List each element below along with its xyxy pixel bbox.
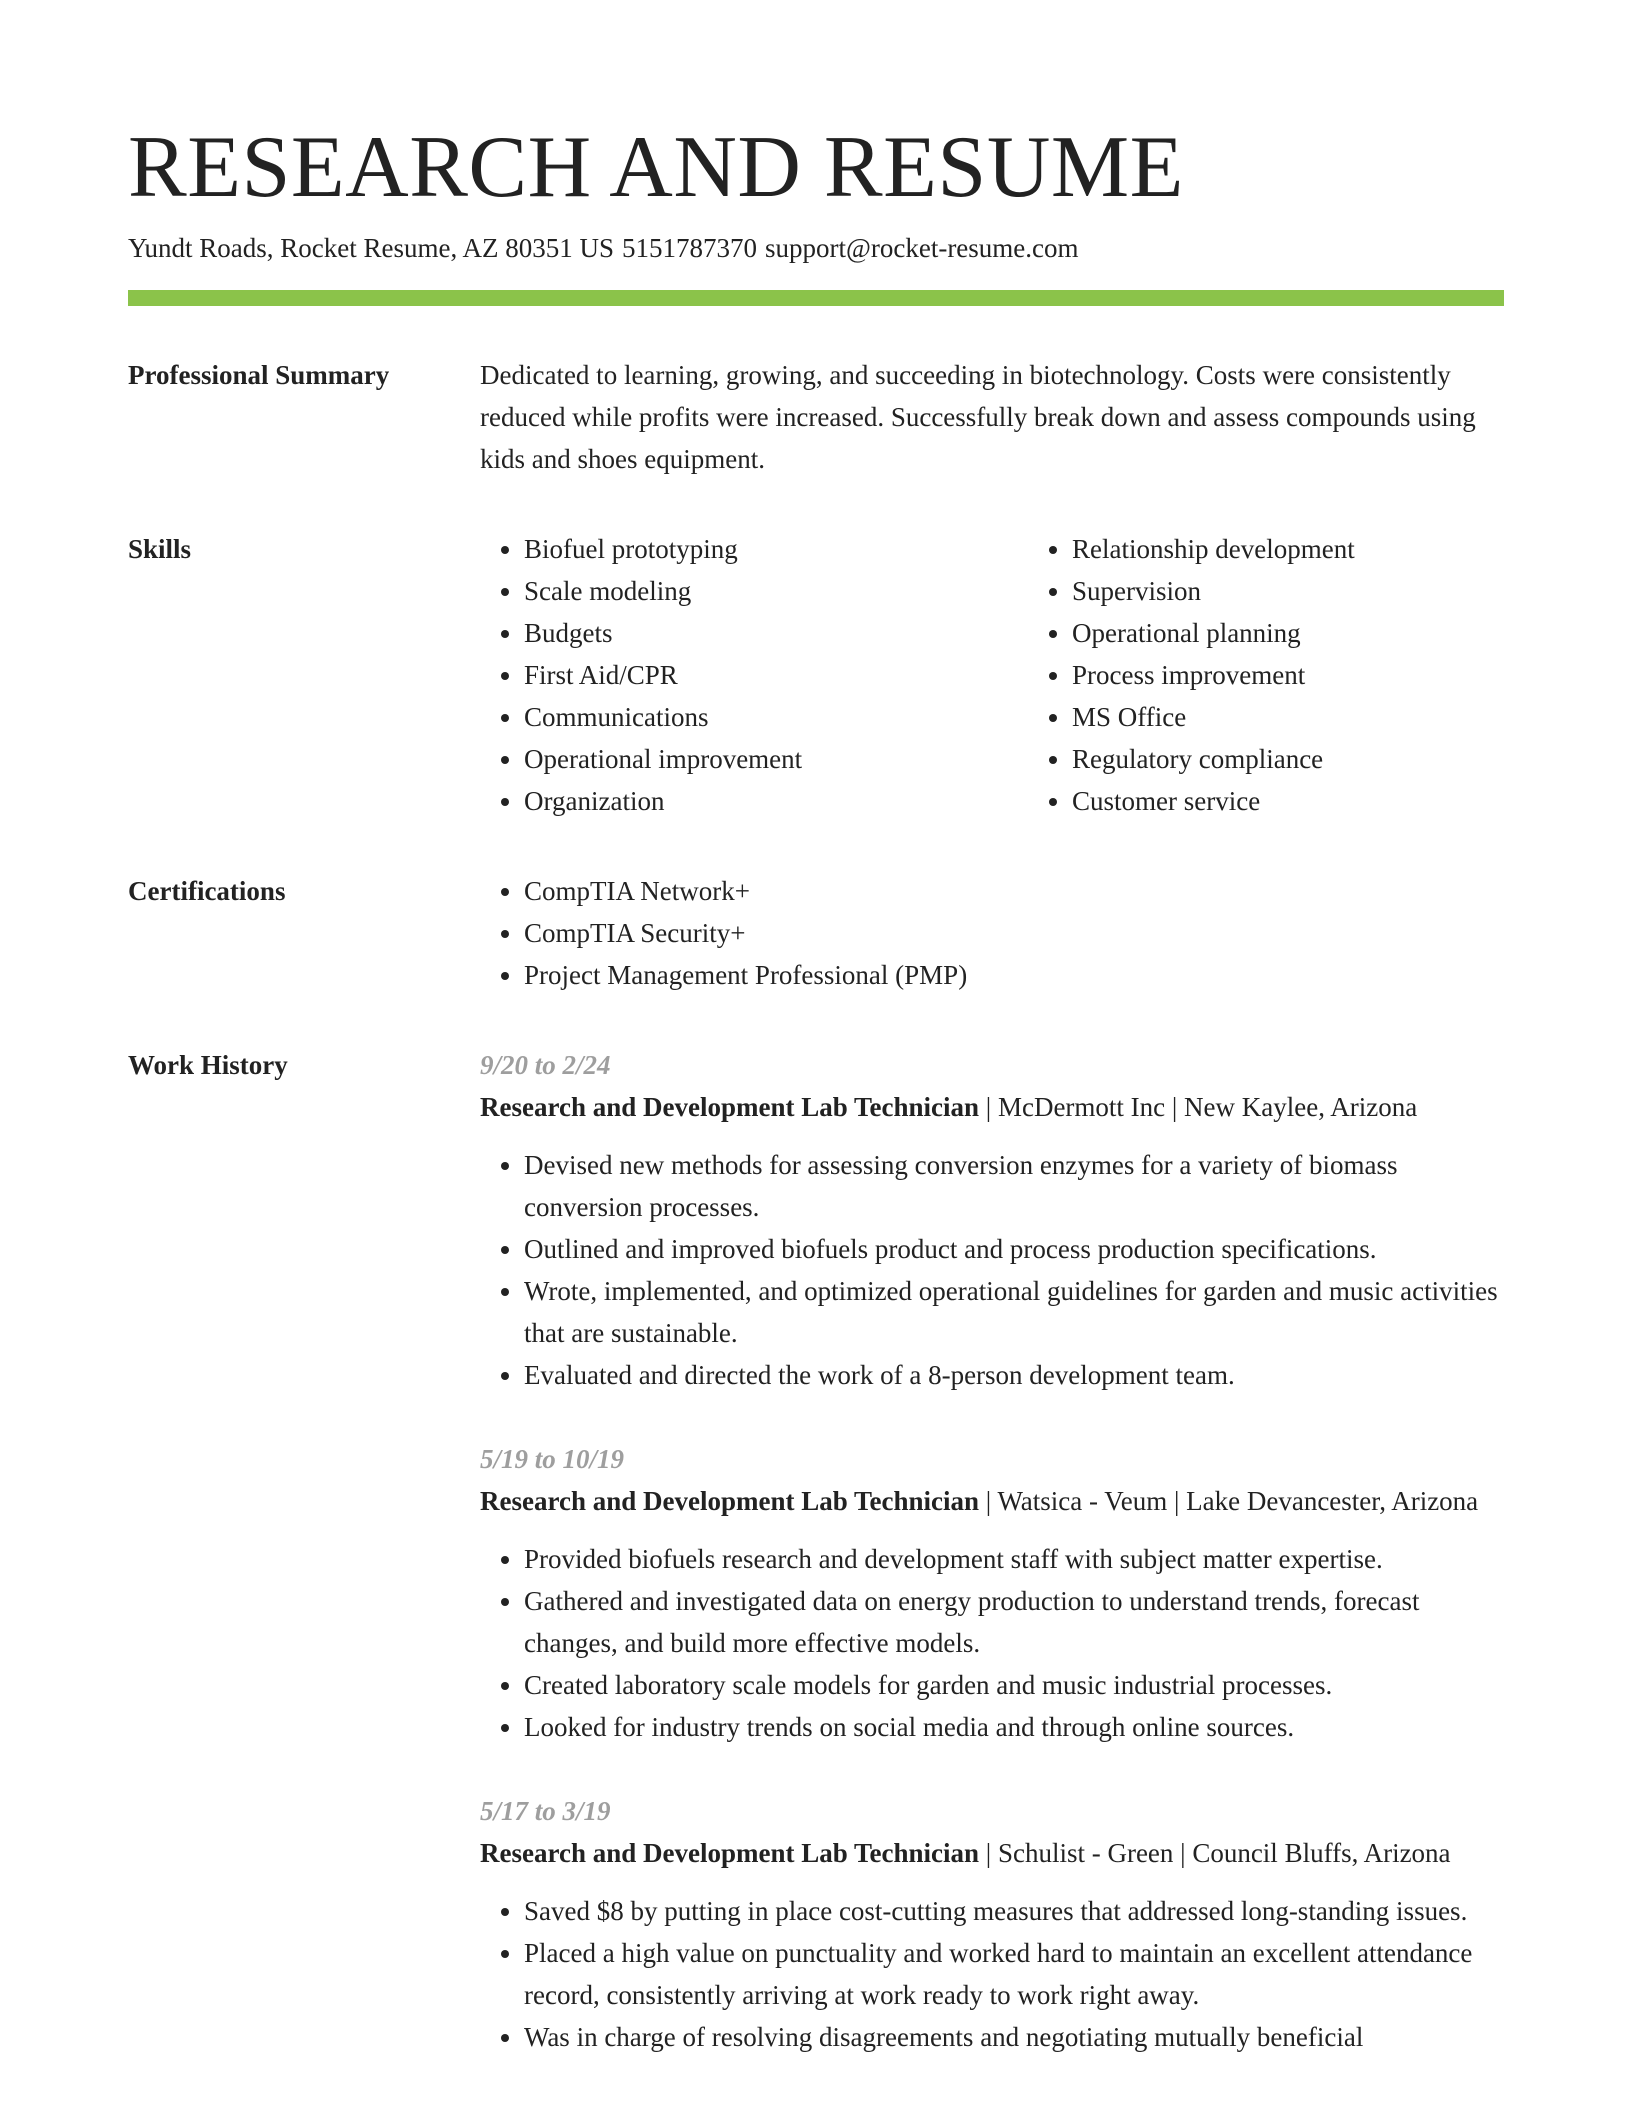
skill-item: • Operational planning — [1072, 612, 1576, 654]
certifications-list — [480, 870, 1504, 996]
skills-list-left — [480, 528, 1028, 822]
job-bullet: • Evaluated and directed the work of a 8-person development team. — [524, 1354, 1504, 1396]
skill-item: • Operational improvement — [524, 738, 1028, 780]
job-title: Research and Development Lab Technician — [480, 1092, 980, 1122]
skills-section — [128, 528, 1504, 822]
skill-item: • Regulatory compliance — [1072, 738, 1576, 780]
skill-item: • First Aid/CPR — [524, 654, 1028, 696]
skill-item: • Process improvement — [1072, 654, 1576, 696]
job-heading — [480, 1832, 1504, 1874]
skill-item: • Scale modeling — [524, 570, 1028, 612]
job-bullet: • Devised new methods for assessing conversion enzymes for a variety of biomass conversion processes. — [524, 1144, 1504, 1228]
skill-item: • Biofuel prototyping — [524, 528, 1028, 570]
job-dates: 5/17 to 3/19 — [480, 1796, 611, 1826]
certifications-section — [128, 870, 1504, 996]
job-heading — [480, 1086, 1504, 1128]
contact-address: Yundt Roads, Rocket Resume, AZ 80351 US — [128, 233, 614, 263]
resume-page — [128, 118, 1504, 2100]
contact-phone: 5151787370 — [622, 233, 757, 263]
job-details: | Watsica - Veum | Lake Devancester, Arizona — [979, 1486, 1479, 1516]
job-title: Research and Development Lab Technician — [480, 1838, 980, 1868]
job-bullet: • Provided biofuels research and development staff with subject matter expertise. — [524, 1538, 1504, 1580]
summary-body — [480, 354, 1504, 480]
job-details: | Schulist - Green | Council Bluffs, Arizona — [979, 1838, 1451, 1868]
job-dates: 9/20 to 2/24 — [480, 1050, 611, 1080]
job-entry — [480, 1790, 1504, 2058]
skills-list-right — [1028, 528, 1576, 822]
section-title-certifications: Certifications — [128, 876, 286, 906]
job-bullets — [480, 1144, 1504, 1396]
job-bullet: • Gathered and investigated data on energy production to understand trends, forecast changes, and build more effective models. — [524, 1580, 1504, 1664]
accent-divider — [128, 290, 1504, 306]
job-bullet: • Looked for industry trends on social media and through online sources. — [524, 1706, 1504, 1748]
work-history-section — [128, 1044, 1504, 2100]
skill-item: • Communications — [524, 696, 1028, 738]
job-bullet: • Placed a high value on punctuality and worked hard to maintain an excellent attendance record, consistently arriving at work ready to work right away. — [524, 1932, 1504, 2016]
summary-text: Dedicated to learning, growing, and succeeding in biotechnology. Costs were consistently reduced while profits were increased. Successfully break down and assess compounds using kids and shoes equipment. — [480, 360, 1476, 474]
job-dates: 5/19 to 10/19 — [480, 1444, 625, 1474]
certification-item: • CompTIA Security+ — [524, 912, 1504, 954]
skill-item: • Organization — [524, 780, 1028, 822]
skills-body — [480, 528, 1576, 822]
resume-name: RESEARCH AND RESUME — [128, 119, 1184, 216]
section-title-summary: Professional Summary — [128, 360, 390, 390]
job-bullet: • Was in charge of resolving disagreements and negotiating mutually beneficial — [524, 2016, 1504, 2058]
job-heading — [480, 1480, 1504, 1522]
skill-item: • Relationship development — [1072, 528, 1576, 570]
section-title-work-history: Work History — [128, 1050, 288, 1080]
contact-email: support@rocket-resume.com — [765, 233, 1079, 263]
certification-item: • Project Management Professional (PMP) — [524, 954, 1504, 996]
work-history-body — [480, 1044, 1504, 2100]
contact-line — [128, 230, 1504, 266]
job-details: | McDermott Inc | New Kaylee, Arizona — [979, 1092, 1418, 1122]
summary-section — [128, 354, 1504, 480]
certifications-body — [480, 870, 1504, 996]
job-bullet: • Wrote, implemented, and optimized operational guidelines for garden and music activities that are sustainable. — [524, 1270, 1504, 1354]
certification-item: • CompTIA Network+ — [524, 870, 1504, 912]
job-entry — [480, 1044, 1504, 1396]
skill-item: • Supervision — [1072, 570, 1576, 612]
section-title-skills: Skills — [128, 534, 192, 564]
job-bullet: • Outlined and improved biofuels product and process production specifications. — [524, 1228, 1504, 1270]
job-bullets — [480, 1890, 1504, 2058]
skill-item: • Customer service — [1072, 780, 1576, 822]
skill-item: • MS Office — [1072, 696, 1576, 738]
job-bullet: • Saved $8 by putting in place cost-cutting measures that addressed long-standing issues. — [524, 1890, 1504, 1932]
job-bullets — [480, 1538, 1504, 1748]
job-bullet: • Created laboratory scale models for garden and music industrial processes. — [524, 1664, 1504, 1706]
job-title: Research and Development Lab Technician — [480, 1486, 980, 1516]
job-entry — [480, 1438, 1504, 1748]
skill-item: • Budgets — [524, 612, 1028, 654]
